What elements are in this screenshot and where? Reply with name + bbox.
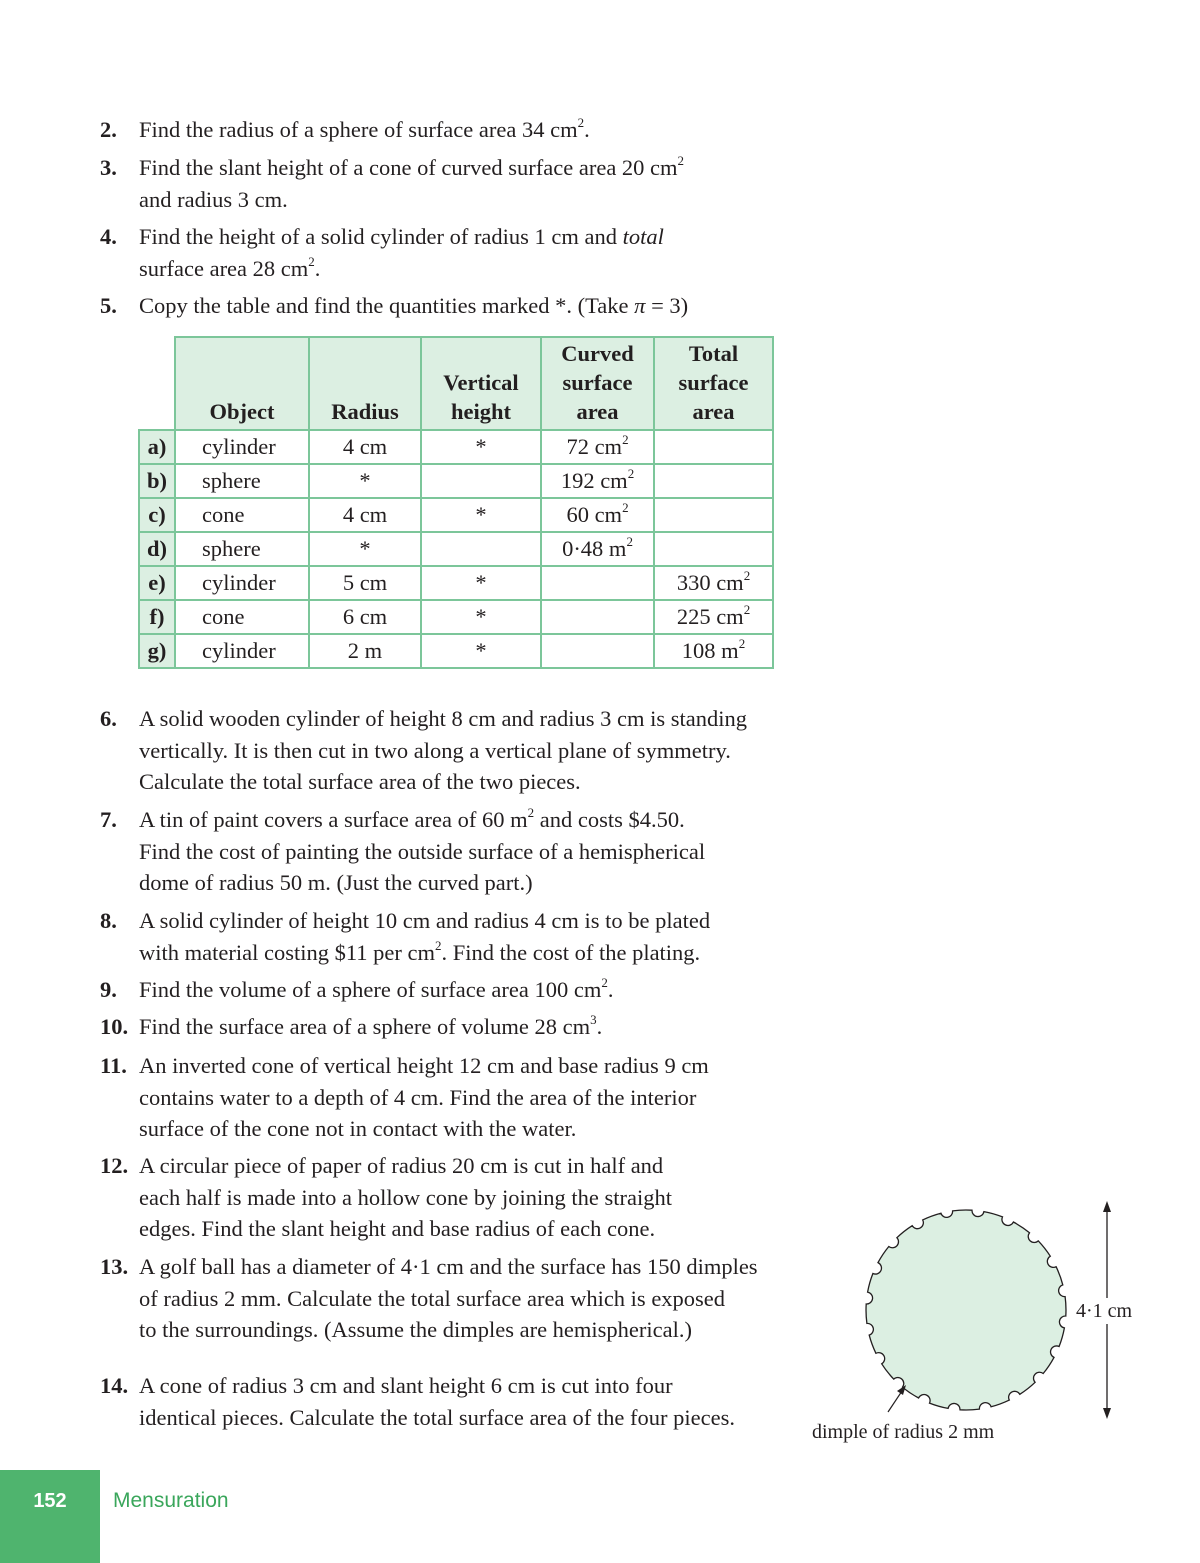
- cell-vertical-height: *: [421, 600, 541, 634]
- cell-curved-surface-area: [541, 634, 654, 668]
- diameter-arrow-bottom: [1103, 1408, 1111, 1419]
- question-line: vertically. It is then cut in two along a vertical plane of symmetry.: [139, 737, 731, 763]
- question-line: An inverted cone of vertical height 12 cm and base radius 9 cm: [139, 1053, 709, 1078]
- row-label: b): [139, 464, 175, 498]
- cell-vertical-height: *: [421, 634, 541, 668]
- header-vertical-height: Vertical height: [421, 337, 541, 430]
- cell-total-surface-area: [654, 464, 773, 498]
- question-14: [100, 1370, 735, 1433]
- question-line: with material costing $11 per $cm^2$. Find the cost of the plating.: [139, 937, 701, 965]
- cell-curved-surface-area: 60 $cm^2$: [541, 498, 654, 532]
- question-4: [100, 221, 664, 284]
- cell-total-surface-area: [654, 430, 773, 464]
- question-line: Find the height of a solid cylinder of radius 1 cm and total: [139, 224, 664, 249]
- cell-object: cone: [175, 498, 309, 532]
- table-header-row: [139, 337, 773, 430]
- quantities-table: [138, 336, 774, 669]
- cell-total-surface-area: 225 $cm^2$: [654, 600, 773, 634]
- question-line: Find the surface area of a sphere of volume 28 $cm^3$.: [139, 1012, 603, 1039]
- question-text: [139, 290, 688, 322]
- cell-total-surface-area: 330 $cm^2$: [654, 566, 773, 600]
- row-label: a): [139, 430, 175, 464]
- question-line: contains water to a depth of 4 cm. Find the area of the interior: [139, 1084, 697, 1110]
- question-line: Find the volume of a sphere of surface area 100 $cm^2$.: [139, 975, 614, 1002]
- question-line: identical pieces. Calculate the total surface area of the four pieces.: [139, 1404, 735, 1430]
- cell-curved-surface-area: 0·48 $m^2$: [541, 532, 654, 566]
- question-text: [139, 804, 705, 899]
- question-text: [139, 1011, 602, 1043]
- question-line: Copy the table and find the quantities marked *. (Take π = 3): [139, 293, 689, 318]
- question-9: [100, 974, 613, 1006]
- question-number: 13.: [100, 1254, 129, 1279]
- diameter-label: 4·1 cm: [1076, 1300, 1133, 1322]
- question-line: to the surroundings. (Assume the dimples are hemispherical.): [139, 1317, 692, 1342]
- header-total-surface-area: Total surface area: [654, 337, 773, 430]
- cell-curved-surface-area: 72 $cm^2$: [541, 430, 654, 464]
- question-number: 10.: [100, 1014, 129, 1039]
- question-line: edges. Find the slant height and base radius of each cone.: [139, 1216, 656, 1241]
- question-text: [139, 703, 747, 798]
- cell-radius: 5 cm: [309, 566, 421, 600]
- cell-vertical-height: [421, 464, 541, 498]
- cell-radius: 4 cm: [309, 430, 421, 464]
- table-row: [139, 600, 773, 634]
- question-10: [100, 1011, 602, 1043]
- question-line: Find the cost of painting the outside surface of a hemispherical: [139, 838, 706, 864]
- cell-radius: 6 cm: [309, 600, 421, 634]
- table-row: [139, 532, 773, 566]
- question-number: 2.: [100, 117, 117, 142]
- question-number: 8.: [100, 908, 117, 933]
- table-row: [139, 464, 773, 498]
- row-label: e): [139, 566, 175, 600]
- table-row: [139, 498, 773, 532]
- cell-object: cylinder: [175, 430, 309, 464]
- question-line: Find the radius of a sphere of surface area 34 $cm^2$.: [139, 115, 590, 142]
- question-line: surface area 28 $cm^2$.: [139, 253, 321, 281]
- golf-ball-outline: [866, 1210, 1066, 1410]
- question-line: surface of the cone not in contact with the water.: [139, 1116, 577, 1141]
- golf-ball-figure: [800, 1190, 1160, 1445]
- question-line: Find the slant height of a cone of curved surface area 20 $cm^2$: [139, 153, 685, 180]
- cell-vertical-height: *: [421, 566, 541, 600]
- cell-vertical-height: *: [421, 430, 541, 464]
- cell-object: sphere: [175, 532, 309, 566]
- question-number: 12.: [100, 1153, 129, 1178]
- cell-curved-surface-area: [541, 600, 654, 634]
- question-line: A solid wooden cylinder of height 8 cm and radius 3 cm is standing: [139, 706, 748, 731]
- cell-radius: *: [309, 464, 421, 498]
- header-object: Object: [175, 337, 309, 430]
- question-line: and radius 3 cm.: [139, 186, 288, 212]
- cell-radius: *: [309, 532, 421, 566]
- cell-total-surface-area: [654, 498, 773, 532]
- cell-total-surface-area: [654, 532, 773, 566]
- question-2: [100, 114, 590, 146]
- question-13: [100, 1251, 758, 1346]
- header-curved-surface-area: Curved surface area: [541, 337, 654, 430]
- cell-vertical-height: *: [421, 498, 541, 532]
- header-blank: [139, 337, 175, 430]
- question-text: [139, 1370, 735, 1433]
- header-radius: Radius: [309, 337, 421, 430]
- question-line: A circular piece of paper of radius 20 cm is cut in half and: [139, 1153, 664, 1178]
- question-6: [100, 703, 747, 798]
- page-number-box: [0, 1470, 100, 1563]
- question-text: [139, 152, 684, 215]
- row-label: g): [139, 634, 175, 668]
- dimple-label: dimple of radius 2 mm: [812, 1421, 995, 1443]
- question-text: [139, 114, 590, 146]
- question-number: 3.: [100, 155, 117, 180]
- row-label: c): [139, 498, 175, 532]
- section-title: Mensuration: [113, 1489, 229, 1512]
- cell-vertical-height: [421, 532, 541, 566]
- question-line: of radius 2 mm. Calculate the total surface area which is exposed: [139, 1285, 726, 1311]
- question-5: [100, 290, 688, 322]
- question-line: Calculate the total surface area of the two pieces.: [139, 769, 581, 794]
- cell-radius: 2 m: [309, 634, 421, 668]
- dimple-pointer-head: [897, 1385, 906, 1395]
- question-text: [139, 974, 613, 1006]
- table-row: [139, 634, 773, 668]
- cell-curved-surface-area: [541, 566, 654, 600]
- question-7: [100, 804, 705, 899]
- question-line: A tin of paint covers a surface area of 60 $m^2$ and costs $4.50.: [139, 805, 685, 832]
- question-12: [100, 1150, 672, 1245]
- question-number: 6.: [100, 706, 117, 731]
- cell-object: sphere: [175, 464, 309, 498]
- page-number: 152: [33, 1490, 67, 1512]
- table-row: [139, 430, 773, 464]
- row-label: f): [139, 600, 175, 634]
- question-number: 4.: [100, 224, 117, 249]
- diameter-arrow-top: [1103, 1201, 1111, 1212]
- question-number: 5.: [100, 293, 117, 318]
- question-number: 11.: [100, 1053, 127, 1078]
- cell-radius: 4 cm: [309, 498, 421, 532]
- question-text: [139, 1150, 672, 1245]
- question-text: [139, 905, 710, 968]
- question-line: each half is made into a hollow cone by joining the straight: [139, 1184, 672, 1210]
- question-text: [139, 1251, 758, 1346]
- cell-curved-surface-area: 192 $cm^2$: [541, 464, 654, 498]
- question-number: 14.: [100, 1373, 129, 1398]
- table-row: [139, 566, 773, 600]
- question-8: [100, 905, 710, 968]
- question-text: [139, 1050, 709, 1145]
- cell-object: cylinder: [175, 634, 309, 668]
- cell-object: cone: [175, 600, 309, 634]
- row-label: d): [139, 532, 175, 566]
- question-line: A golf ball has a diameter of 4·1 cm and the surface has 150 dimples: [139, 1254, 758, 1279]
- question-number: 7.: [100, 807, 117, 832]
- question-text: [139, 221, 664, 284]
- question-line: dome of radius 50 m. (Just the curved part.): [139, 870, 533, 895]
- cell-object: cylinder: [175, 566, 309, 600]
- question-number: 9.: [100, 977, 117, 1002]
- question-11: [100, 1050, 709, 1145]
- table-body: [139, 430, 773, 668]
- question-line: A cone of radius 3 cm and slant height 6 cm is cut into four: [139, 1373, 673, 1398]
- cell-total-surface-area: 108 $m^2$: [654, 634, 773, 668]
- question-3: [100, 152, 684, 215]
- question-line: A solid cylinder of height 10 cm and radius 4 cm is to be plated: [139, 908, 711, 933]
